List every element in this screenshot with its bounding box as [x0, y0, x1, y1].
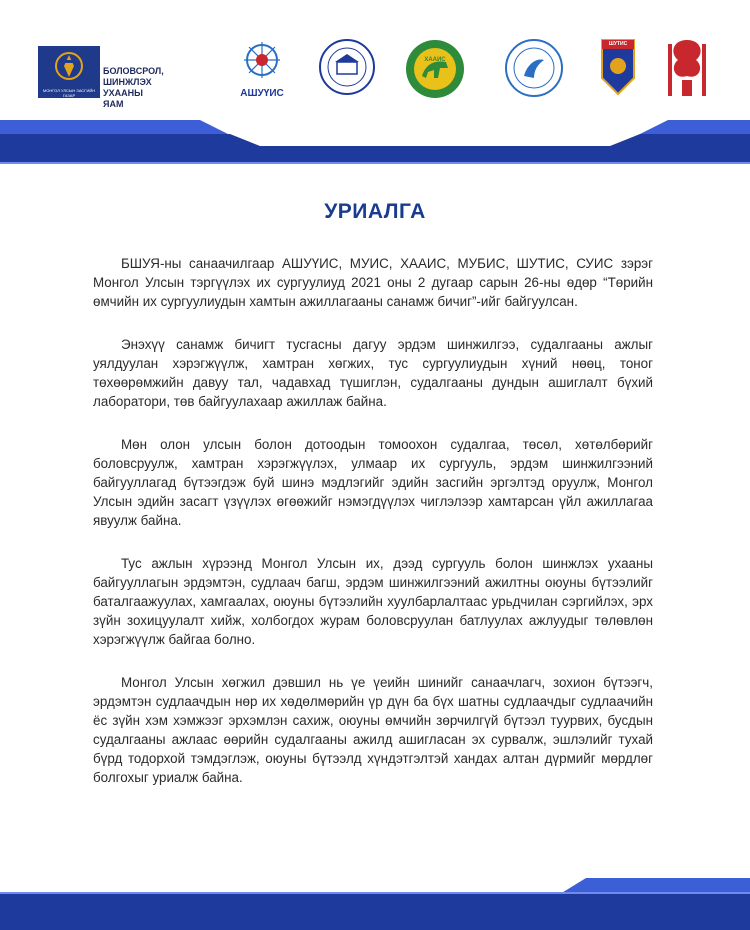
- muis-logo-icon: [318, 38, 376, 96]
- mubis-logo-icon: [504, 38, 564, 98]
- paragraph: БШУЯ-ны санаачилгаар АШУҮИС, МУИС, ХААИС, МУБИС, ШУТИС, СУИС зэрэг Монгол Улсын тэргүүлэх их сургуулиуд 2021 оны 2 дугаар сарын 26-ны өдөр “Төрийн өмчийн их сургуулиудын хамтын ажиллагааны санамж бичиг”-ийг байгуулсан.: [93, 256, 653, 309]
- ministry-name-line: БОЛОВСРОЛ,: [103, 66, 164, 76]
- paragraph: Энэхүү санамж бичигт тусгасны дагуу эрдэм шинжилгээ, судалгааны ажлыг уялдуулан хэрэгжүүлж, хамтран хөгжих, тус сургуулиудын хүний нөөц, тоног төхөөрөмжийн давуу тал, чадавхад түшиглэн, судалгааны дундын ашиглалт бүхий лаборатори, төв байгуулахаар ажиллаж байна.: [93, 337, 653, 409]
- document-title: УРИАЛГА: [324, 200, 426, 223]
- paragraph: Мөн олон улсын болон дотоодын томоохон судалгаа, төсөл, хөтөлбөрийг боловсруулж, хамтран хэрэгжүүлэх, улмаар их сургууль, эрдэм шинжилгээний байгууллагад бүтээгдэж буй шинэ мэдлэгийг эдийн засгийн эргэлтэд оруулж, Монгол Улсын эдийн засагт үзүүлэх өгөөжийг нэмэгдүүлэх чиглэлээр хамтарсан үйл ажиллагаа явуулж байна.: [93, 437, 653, 528]
- ministry-name-line: ШИНЖЛЭХ УХААНЫ: [103, 77, 152, 98]
- khaais-label: ХААИС: [424, 57, 446, 63]
- paragraph: Тус ажлын хүрээнд Монгол Улсын их, дээд сургууль болон шинжлэх ухааны байгууллагын эрдэмтэн, судлаач багш, эрдэм шинжилгээний ажилтны оюуны бүтээлийг баталгаажуулах, хамгаалах, оюуны бүтээлийн хуулбарлалтаас урьдчилан сэргийлэх, эрх зүйн зохицуулалт хийж, холбогдох журам боловсруулан батлуулах ажлуудыг төлөвлөн хэрэгжүүлж байгаа болно.: [93, 556, 653, 647]
- ashuuis-label: АШУҮИС: [240, 88, 284, 99]
- ministry-name-line: ЯАМ: [103, 99, 124, 109]
- paragraph: Монгол Улсын хөгжил дэвшил нь үе үеийн шинийг санаачлагч, зохион бүтээгч, эрдэмтэн судлаачдын нөр их хөдөлмөрийн үр дүн ба бүх шатны судлаачдыг судлаачийн ёс зүйн хэм хэмжээг эрхэмлэн сахиж, оюуны өмчийн зөрчилгүй бүтээл туурвих, бусдын судалгааны ажлаас өөрийн судалгааны ажилд ашигласан эх сурвалж, эшлэлийг тухай бүрд тодорхой тэмдэглэж, оюуны бүтээлд хүндэтгэлтэй хандах алтан дүрмийг мөрдлөг болгохыг уриалж байна.: [93, 675, 653, 785]
- bottom-decorative-band: [0, 878, 750, 930]
- top-decorative-band: [0, 120, 750, 170]
- shutis-label: ШУТИС: [608, 41, 628, 47]
- suis-logo-icon: [664, 38, 710, 100]
- ministry-emblem-text: МОНГОЛ УЛСЫН ЗАСГИЙН ГАЗАР: [42, 88, 96, 98]
- ministry-name: [103, 66, 193, 110]
- document-body: [93, 254, 653, 811]
- khaais-logo-icon: [404, 38, 466, 100]
- logo-header: [0, 0, 750, 130]
